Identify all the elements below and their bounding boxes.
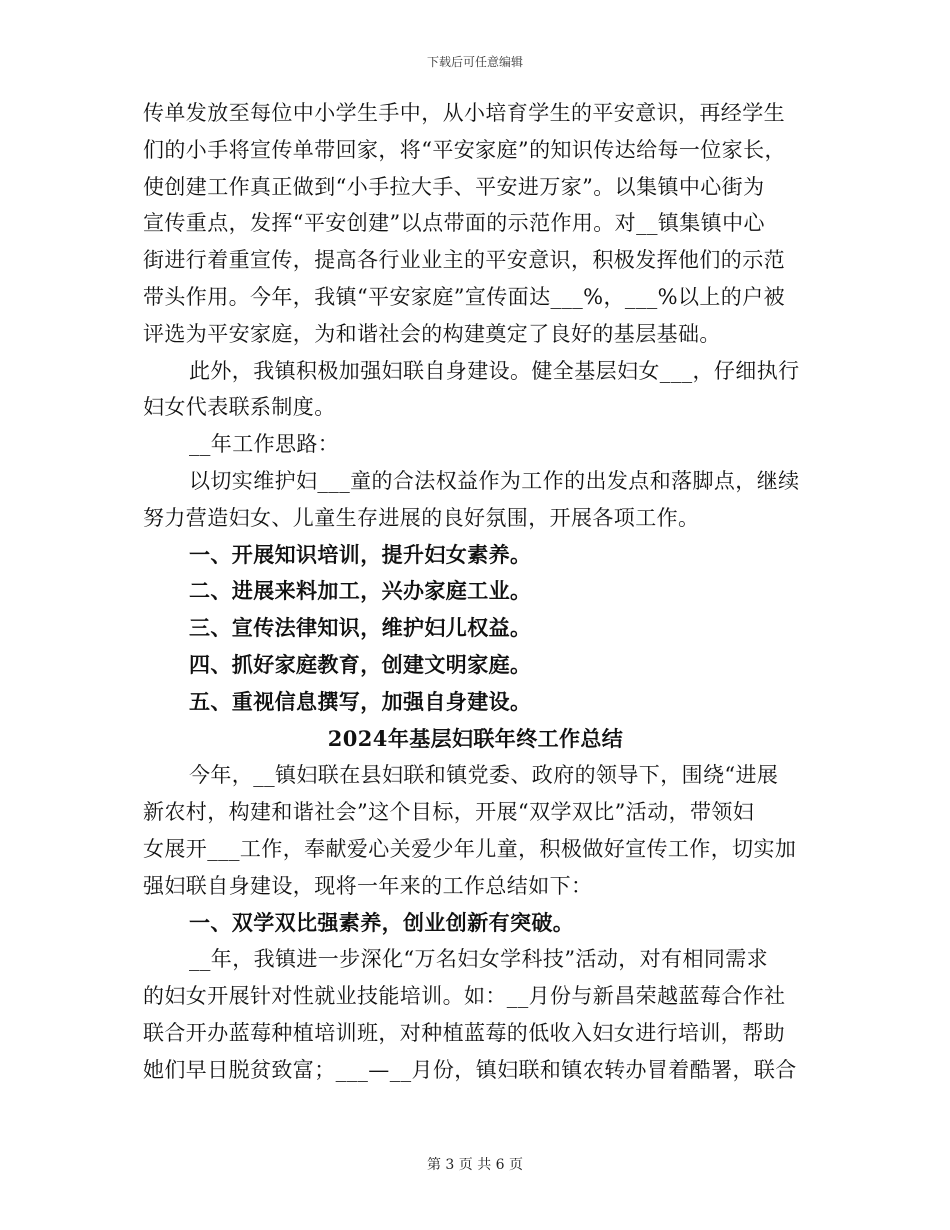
paragraph-line: 强妇联自身建设，现将一年来的工作总结如下： <box>143 873 593 898</box>
paragraph-line: 她们早日脱贫致富；___—__月份，镇妇联和镇农转办冒着酷署，联合 <box>143 1057 797 1082</box>
paragraph-line: __年，我镇进一步深化“万名妇女学科技”活动，对有相同需求 <box>189 947 769 972</box>
plan-item: 五、重视信息撰写，加强自身建设。 <box>189 688 532 714</box>
paragraph-line: 的妇女开展针对性就业技能培训。如：__月份与新昌荣越蓝莓合作社 <box>143 984 786 1009</box>
paragraph-line: 们的小手将宣传单带回家，将“平安家庭”的知识传达给每一位家长， <box>143 137 786 162</box>
paragraph-line: 新农村，构建和谐社会”这个目标，开展“双学双比”活动，带领妇 <box>143 800 755 825</box>
section-heading: 一、双学双比强素养，创业创新有突破。 <box>189 909 575 935</box>
plan-item: 三、宣传法律知识，维护妇儿权益。 <box>189 615 532 641</box>
paragraph-line: 努力营造妇女、儿童生存进展的良好氛围，开展各项工作。 <box>143 505 700 530</box>
paragraph-line: 联合开办蓝莓种植培训班，对种植蓝莓的低收入妇女进行培训，帮助 <box>143 1020 785 1045</box>
paragraph-line: 传单发放至每位中小学生手中，从小培育学生的平安意识，再经学生 <box>143 101 785 125</box>
paragraph-line: 街进行着重宣传，提高各行业业主的平安意识，积极发挥他们的示范 <box>143 248 785 273</box>
paragraph-line: 以切实维护妇___童的合法权益作为工作的出发点和落脚点，继续 <box>189 468 800 493</box>
document-title: 2024年基层妇联年终工作总结 <box>327 725 624 751</box>
plan-item: 二、进展来料加工，兴办家庭工业。 <box>189 578 532 604</box>
document-body <box>143 95 808 1089</box>
page-number: 第 3 页 共 6 页 <box>426 1157 524 1173</box>
paragraph-line: 此外，我镇积极加强妇联自身建设。健全基层妇女___，仔细执行 <box>189 358 800 383</box>
paragraph-line: 今年，__镇妇联在县妇联和镇党委、政府的领导下，围绕“进展 <box>189 763 779 788</box>
paragraph-line: 宣传重点，发挥“平安创建”以点带面的示范作用。对__镇集镇中心 <box>143 211 765 236</box>
paragraph-line: 使创建工作真正做到“小手拉大手、平安进万家”。以集镇中心街为 <box>143 174 765 199</box>
page-header: 下载后可任意编辑 <box>426 55 523 69</box>
plan-item: 一、开展知识培训，提升妇女素养。 <box>189 541 532 567</box>
paragraph-line: 妇女代表联系制度。 <box>143 395 336 420</box>
paragraph-line: 评选为平安家庭，为和谐社会的构建奠定了良好的基层基础。 <box>143 321 721 346</box>
paragraph-line: 带头作用。今年，我镇“平安家庭”宣传面达___%，___%以上的户被 <box>143 284 785 309</box>
plan-item: 四、抓好家庭教育，创建文明家庭。 <box>189 651 532 677</box>
paragraph-line: 女展开___工作，奉献爱心关爱少年儿童，积极做好宣传工作，切实加 <box>143 836 797 861</box>
section-heading: __年工作思路： <box>189 432 340 457</box>
